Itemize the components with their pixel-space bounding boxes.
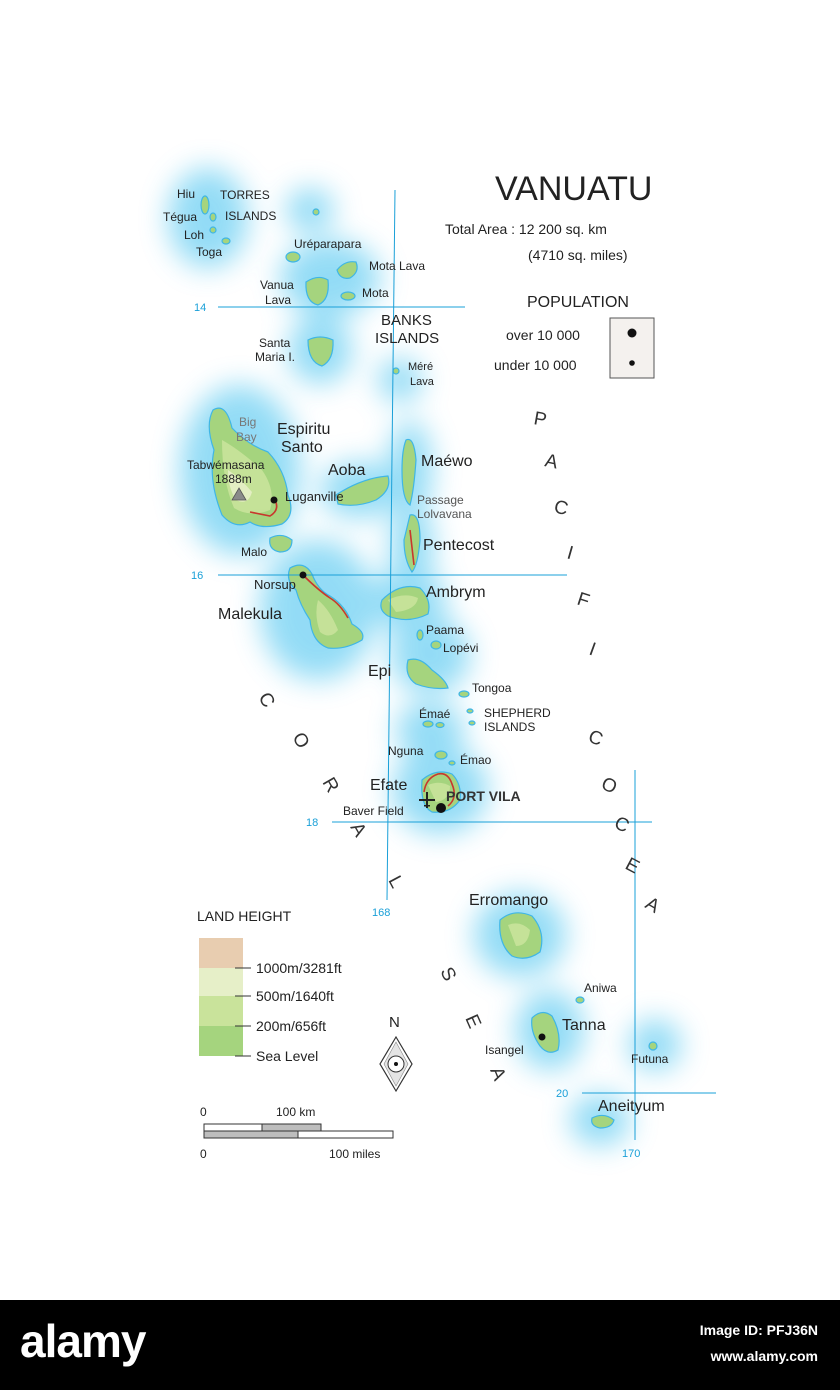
pacific-ocean-letter: I — [564, 542, 576, 565]
land-height-swatch — [199, 996, 243, 1026]
pacific-ocean-letter: C — [551, 496, 571, 521]
label-ambrym: Ambrym — [426, 584, 486, 601]
land-height-label: 200m/656ft — [256, 1018, 327, 1034]
label-torres-islands: ISLANDS — [225, 209, 277, 223]
population-heading: POPULATION — [527, 294, 629, 311]
label-lolvavana: Lolvavana — [417, 507, 472, 521]
compass-icon — [380, 1037, 412, 1091]
label-lopevi: Lopévi — [443, 641, 479, 655]
pacific-ocean-letter: E — [621, 853, 643, 879]
label-pentecost: Pentecost — [423, 537, 495, 554]
label-emao: Émao — [460, 753, 492, 767]
label-espiritu: Espiritu — [277, 421, 331, 438]
land-height-heading: LAND HEIGHT — [197, 908, 292, 924]
footer-bar — [0, 1300, 840, 1390]
town-isangel-dot-icon — [539, 1034, 546, 1041]
label-aniwa: Aniwa — [584, 981, 617, 995]
label-tegua: Tégua — [163, 210, 198, 224]
pacific-ocean-letter: F — [574, 588, 592, 613]
scale-miles: 100 miles — [329, 1147, 381, 1161]
label-big: Big — [239, 415, 257, 429]
grid-label-lon170: 170 — [622, 1148, 641, 1160]
north-label: N — [389, 1014, 400, 1031]
scale-km: 100 km — [276, 1105, 316, 1119]
label-banks: BANKS — [381, 312, 432, 329]
population-over: over 10 000 — [506, 327, 580, 343]
pacific-ocean-label — [532, 408, 663, 918]
population-under: under 10 000 — [494, 357, 577, 373]
pacific-ocean-letter: O — [597, 773, 621, 799]
label-maria: Maria I. — [255, 350, 296, 364]
land-height-swatch — [199, 938, 243, 968]
label-aneityum: Aneityum — [598, 1098, 665, 1115]
label-emae: Émaé — [419, 707, 451, 721]
land-height-swatch — [199, 968, 243, 996]
label-efate: Efate — [370, 777, 408, 794]
map-title: VANUATU — [495, 170, 653, 208]
label-port-vila: PORT VILA — [446, 788, 521, 804]
label-vanua-lava: Lava — [265, 293, 292, 307]
label-banks-islands: ISLANDS — [375, 330, 440, 347]
label-mere: Méré — [408, 361, 434, 373]
brand-logo: alamy — [20, 1315, 146, 1367]
label-hiu: Hiu — [177, 187, 196, 201]
label-passage: Passage — [417, 493, 464, 507]
label-mere-lava: Lava — [410, 376, 434, 388]
image-id: Image ID: PFJ36N — [699, 1322, 818, 1338]
total-area-miles: (4710 sq. miles) — [528, 247, 628, 263]
coral-sea-letter: A — [485, 1064, 510, 1084]
label-shepherd-islands: ISLANDS — [484, 720, 536, 734]
town-port-vila-dot-icon — [436, 803, 446, 813]
coral-sea-letter: A — [345, 819, 371, 841]
pacific-ocean-letter: C — [585, 726, 606, 751]
total-area: Total Area : 12 200 sq. km — [445, 221, 607, 237]
pacific-ocean-letter: A — [641, 893, 663, 918]
pacific-ocean-letter: C — [610, 812, 633, 838]
land-height-swatch — [199, 1026, 243, 1056]
label-baver-field: Baver Field — [343, 804, 404, 818]
label-norsup: Norsup — [254, 577, 296, 592]
label-luganville: Luganville — [285, 489, 344, 504]
population-legend-box — [610, 318, 654, 378]
grid-label-lat14: 14 — [194, 302, 207, 314]
label-loh: Loh — [184, 228, 205, 242]
coral-sea-letter: O — [287, 729, 314, 753]
coral-sea-letter: S — [435, 963, 460, 985]
label-epi: Epi — [368, 663, 392, 680]
label-tabwemasana: Tabwémasana — [187, 458, 265, 472]
label-santa: Santa — [259, 336, 291, 350]
grid-label-lon168: 168 — [372, 907, 391, 919]
coral-sea-letter: R — [317, 774, 343, 797]
town-norsup-dot-icon — [300, 572, 307, 579]
grid-label-lat20: 20 — [556, 1088, 569, 1100]
label-paama: Paama — [426, 623, 465, 637]
land-height-legend — [199, 938, 342, 1064]
population-over-dot-icon — [628, 329, 637, 338]
label-mota: Mota — [362, 286, 389, 300]
label-tanna: Tanna — [562, 1017, 606, 1034]
label-futuna: Futuna — [631, 1052, 669, 1066]
grid-label-lat16: 16 — [191, 570, 204, 582]
label-erromango: Erromango — [469, 892, 549, 909]
grid-label-lat18: 18 — [306, 817, 319, 829]
pacific-ocean-letter: P — [532, 408, 549, 432]
label-maewo: Maéwo — [421, 453, 473, 470]
coral-sea-letter: C — [253, 689, 279, 712]
scale-bar — [200, 1105, 393, 1161]
town-luganville-dot-icon — [271, 497, 278, 504]
label-torres: TORRES — [220, 188, 270, 202]
site-url: www.alamy.com — [710, 1348, 818, 1364]
label-vanua: Vanua — [260, 278, 294, 292]
label-aoba: Aoba — [328, 462, 366, 479]
label-nguna: Nguna — [388, 744, 424, 758]
label-mota-lava: Mota Lava — [369, 259, 426, 273]
label-santo: Santo — [281, 439, 323, 456]
label-isangel: Isangel — [485, 1043, 524, 1057]
pacific-ocean-letter: I — [586, 638, 599, 661]
scale-zero-km: 0 — [200, 1105, 207, 1119]
coral-sea-letter: L — [383, 872, 408, 892]
pacific-ocean-letter: A — [542, 450, 560, 474]
label-ureparapara: Uréparapara — [294, 237, 362, 251]
label-tongoa: Tongoa — [472, 681, 512, 695]
label-shepherd: SHEPHERD — [484, 706, 551, 720]
land-height-label: 500m/1640ft — [256, 988, 334, 1004]
label-toga: Toga — [196, 245, 223, 259]
coral-sea-letter: E — [460, 1011, 485, 1032]
label-malo: Malo — [241, 545, 268, 559]
label-tab-height: 1888m — [215, 472, 252, 486]
land-height-label: 1000m/3281ft — [256, 960, 342, 976]
scale-zero-miles: 0 — [200, 1147, 207, 1161]
label-malekula: Malekula — [218, 606, 283, 623]
label-bay: Bay — [236, 430, 257, 444]
population-under-dot-icon — [629, 360, 635, 366]
land-height-label: Sea Level — [256, 1048, 319, 1064]
